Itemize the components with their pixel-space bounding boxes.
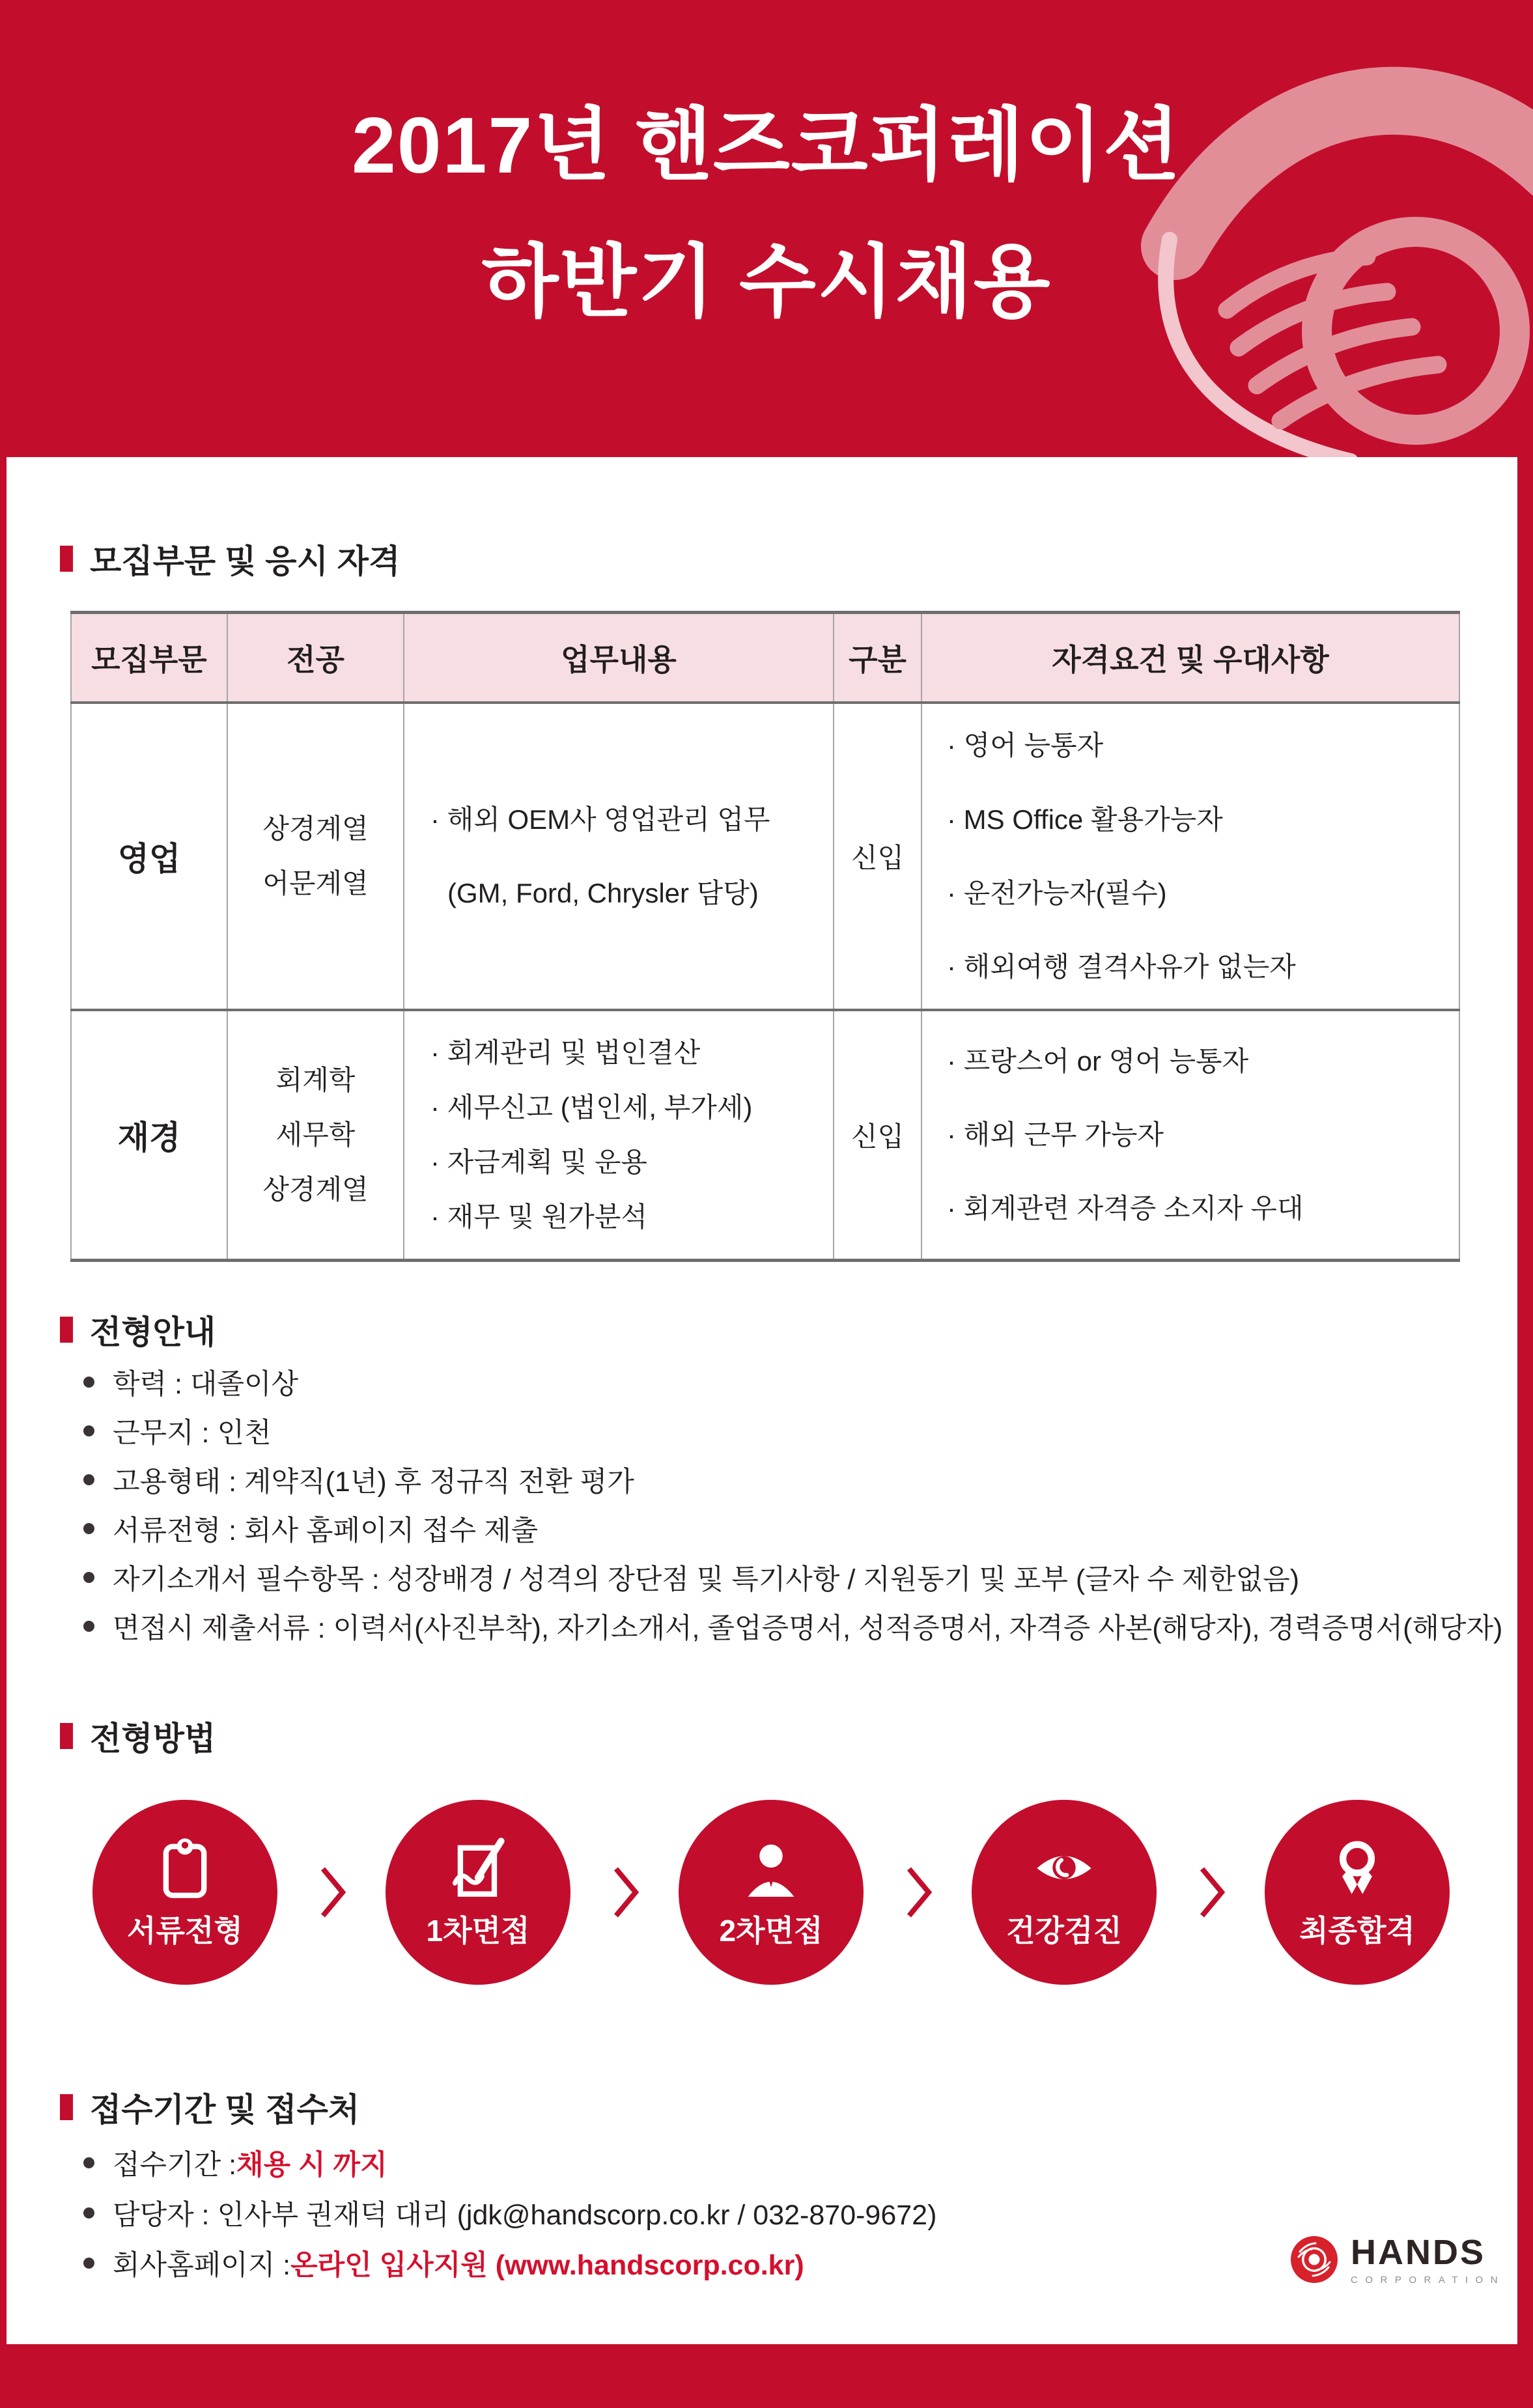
process-step-first-interview bbox=[386, 1800, 570, 1985]
chevron-right-icon bbox=[610, 1861, 642, 1924]
type-cell: 신입 bbox=[834, 703, 921, 1010]
process-step-label: 2차면접 bbox=[719, 1914, 823, 1948]
col-header-major: 전공 bbox=[227, 613, 404, 703]
qual-line: · 운전가능자(필수) bbox=[947, 878, 1167, 908]
apply-item-text: 접수기간 : bbox=[113, 2149, 237, 2181]
tasks-cell bbox=[404, 1010, 834, 1260]
guide-item-text: 근무지 : 인천 bbox=[113, 1418, 272, 1449]
person-icon bbox=[738, 1834, 804, 1899]
process-step-label: 최종합격 bbox=[1299, 1914, 1415, 1948]
title-line-1: 2017년 핸즈코퍼레이션 bbox=[351, 101, 1182, 189]
list-item bbox=[83, 2188, 936, 2238]
qual-line: · 영어 능통자 bbox=[947, 730, 1104, 761]
brand-subtitle: CORPORATION bbox=[1351, 2274, 1506, 2286]
guide-item-text: 고용형태 : 계약직(1년) 후 정규직 전환 평가 bbox=[113, 1466, 634, 1498]
red-square-bullet-icon bbox=[60, 1317, 73, 1343]
company-logo bbox=[1288, 2233, 1505, 2286]
col-header-quals: 자격요건 및 우대사항 bbox=[921, 613, 1459, 703]
process-step-label: 건강검진 bbox=[1006, 1914, 1122, 1948]
poster-title bbox=[0, 77, 1533, 350]
pen-document-icon bbox=[445, 1834, 511, 1899]
quals-cell bbox=[921, 1010, 1459, 1260]
list-item bbox=[83, 1358, 1502, 1407]
chevron-right-icon bbox=[316, 1861, 349, 1924]
dept-cell: 재경 bbox=[71, 1010, 227, 1260]
clipboard-icon bbox=[152, 1834, 218, 1899]
bullet-dot-icon bbox=[83, 1474, 94, 1485]
col-header-dept: 모집부문 bbox=[71, 613, 227, 703]
section-apply-heading bbox=[60, 2084, 359, 2131]
process-step-label: 1차면접 bbox=[426, 1914, 530, 1948]
col-header-type: 구분 bbox=[834, 613, 921, 703]
apply-item-text: 담당자 : 인사부 권재덕 대리 (jdk@handscorp.co.kr / 032-870-9672) bbox=[113, 2200, 937, 2231]
hands-logo-mark-icon bbox=[1288, 2233, 1340, 2286]
red-square-bullet-icon bbox=[60, 1723, 73, 1749]
table-row bbox=[71, 703, 1459, 1010]
guide-item-text: 자기소개서 필수항목 : 성장배경 / 성격의 장단점 및 특기사항 / 지원동기 및 포부 (글자 수 제한없음) bbox=[113, 1564, 1300, 1595]
qual-line: · 해외 근무 가능자 bbox=[947, 1119, 1164, 1151]
medal-icon bbox=[1325, 1834, 1390, 1899]
bullet-dot-icon bbox=[83, 2258, 94, 2269]
table-row bbox=[71, 1010, 1459, 1260]
apply-item-text: 회사홈페이지 : bbox=[113, 2250, 291, 2281]
major-line: 상경계열 bbox=[262, 813, 369, 844]
bullet-dot-icon bbox=[83, 1425, 94, 1436]
guide-item-text: 학력 : 대졸이상 bbox=[113, 1369, 299, 1400]
eye-icon bbox=[1032, 1834, 1097, 1899]
table-header-row bbox=[71, 613, 1459, 703]
brand-text bbox=[1351, 2232, 1506, 2286]
process-step-label: 서류전형 bbox=[127, 1914, 243, 1948]
process-step-second-interview bbox=[679, 1800, 864, 1985]
dept-cell: 영업 bbox=[71, 703, 227, 1010]
col-header-tasks: 업무내용 bbox=[404, 613, 834, 703]
list-item bbox=[83, 1455, 1502, 1504]
jobs-table bbox=[70, 611, 1460, 1262]
task-line: · 세무신고 (법인세, 부가세) bbox=[430, 1091, 753, 1123]
process-step-final-pass bbox=[1265, 1800, 1450, 1985]
qual-line: · 해외여행 결격사유가 없는자 bbox=[947, 951, 1296, 983]
section-title: 전형방법 bbox=[90, 1720, 216, 1757]
quals-cell bbox=[921, 703, 1459, 1010]
section-title: 접수기간 및 접수처 bbox=[90, 2092, 360, 2128]
apply-item-highlight: 온라인 입사지원 (www.handscorp.co.kr) bbox=[290, 2250, 804, 2281]
task-line: (GM, Ford, Chrysler 담당) bbox=[447, 878, 759, 908]
brand-wordmark: HANDS bbox=[1351, 2232, 1486, 2272]
section-title: 모집부문 및 응시 자격 bbox=[90, 543, 401, 580]
type-cell: 신입 bbox=[834, 1010, 921, 1260]
apply-item-highlight: 채용 시 까지 bbox=[236, 2149, 387, 2181]
bullet-dot-icon bbox=[83, 2157, 94, 2168]
apply-list bbox=[83, 2138, 936, 2288]
list-item bbox=[83, 2238, 936, 2288]
major-line: 세무학 bbox=[275, 1119, 356, 1150]
bullet-dot-icon bbox=[83, 1377, 94, 1388]
guide-item-text: 서류전형 : 회사 홈페이지 접수 제출 bbox=[113, 1515, 539, 1547]
task-line: · 회계관리 및 법인결산 bbox=[430, 1037, 701, 1068]
bullet-dot-icon bbox=[83, 1572, 94, 1583]
task-line: · 재무 및 원가분석 bbox=[430, 1201, 647, 1232]
list-item bbox=[83, 2138, 936, 2188]
major-line: 회계학 bbox=[275, 1064, 356, 1095]
task-line: · 자금계획 및 운용 bbox=[430, 1146, 647, 1177]
list-item bbox=[83, 1407, 1502, 1455]
section-title: 전형안내 bbox=[90, 1314, 216, 1351]
chevron-right-icon bbox=[1196, 1861, 1228, 1924]
bottom-red-band bbox=[0, 2344, 1533, 2408]
list-item bbox=[83, 1553, 1502, 1602]
bullet-dot-icon bbox=[83, 1621, 94, 1632]
section-guide-heading bbox=[60, 1306, 216, 1353]
qual-line: · 프랑스어 or 영어 능통자 bbox=[947, 1045, 1249, 1076]
major-line: 상경계열 bbox=[262, 1173, 369, 1205]
list-item bbox=[83, 1602, 1502, 1651]
major-cell bbox=[227, 1010, 404, 1260]
red-square-bullet-icon bbox=[60, 2094, 73, 2120]
major-cell bbox=[227, 703, 404, 1010]
qual-line: · MS Office 활용가능자 bbox=[947, 804, 1223, 835]
bullet-dot-icon bbox=[83, 2207, 94, 2219]
list-item bbox=[83, 1504, 1502, 1553]
guide-item-text: 면접시 제출서류 : 이력서(사진부착), 자기소개서, 졸업증명서, 성적증명서, 자격증 사본(해당자), 경력증명서(해당자) bbox=[113, 1613, 1503, 1644]
chevron-right-icon bbox=[903, 1861, 935, 1924]
red-square-bullet-icon bbox=[60, 546, 73, 572]
qual-line: · 회계관련 자격증 소지자 우대 bbox=[947, 1193, 1304, 1224]
major-line: 어문계열 bbox=[262, 868, 369, 899]
title-line-2: 하반기 수시채용 bbox=[481, 238, 1052, 326]
section-process-heading bbox=[60, 1713, 216, 1759]
poster-header bbox=[0, 0, 1533, 457]
section-recruit-heading bbox=[60, 535, 400, 582]
guide-list bbox=[83, 1358, 1502, 1651]
task-line: · 해외 OEM사 영업관리 업무 bbox=[430, 804, 770, 835]
bullet-dot-icon bbox=[83, 1523, 94, 1534]
process-step-documents bbox=[92, 1800, 277, 1985]
tasks-cell bbox=[404, 703, 834, 1010]
process-step-health-check bbox=[972, 1800, 1157, 1985]
